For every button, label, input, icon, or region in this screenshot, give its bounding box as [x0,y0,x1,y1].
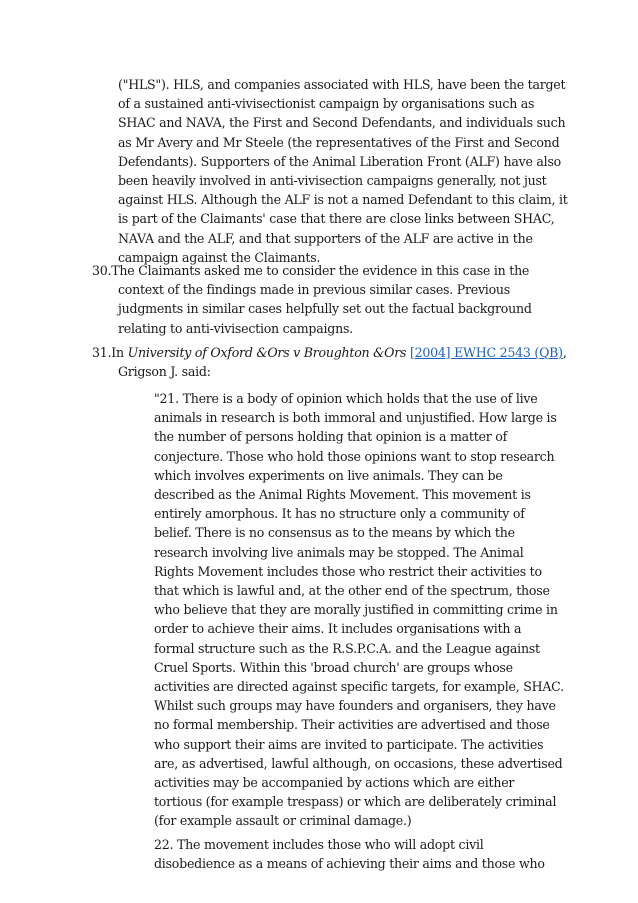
quote-line: who believe that they are morally justified in committing crime in [154,602,558,618]
quotation-paragraph-22 [154,835,574,873]
quote-line: animals in research is both immoral and unjustified. How large is [154,410,557,426]
quote-line: which involves experiments on live animals. They can be [154,467,503,483]
text-line: context of the findings made in previous similar cases. Previous [118,282,510,298]
quote-line: conjecture. Those who hold those opinions want to stop research [154,448,555,464]
text-line: is part of the Claimants' case that there are close links between SHAC, [118,211,555,227]
text-line: ("HLS"). HLS, and companies associated with HLS, have been the target [118,77,566,92]
quote-line: activities may be accompanied by actions which are either [154,775,515,791]
quote-line: Cruel Sports. Within this 'broad church' are groups whose [154,659,513,675]
quote-line: belief. There is no consensus as to the means by which the [154,525,515,541]
text-line: against HLS. Although the ALF is not a named Defendant to this claim, it [118,192,568,208]
quote-line: Rights Movement includes those who restrict their activities to [154,563,542,579]
text-line: NAVA and the ALF, and that supporters of the ALF are active in the [118,230,533,246]
text-line: as Mr Avery and Mr Steele (the representatives of the First and Second [118,134,560,150]
paragraph-31 [92,343,572,381]
citation-link[interactable]: [2004] EWHC 2543 (QB) [409,345,563,360]
text-line: relating to anti-vivisection campaigns. [118,320,353,336]
quote-line: the number of persons holding that opinion is a matter of [154,429,508,445]
quote-line: described as the Animal Rights Movement. This movement is [154,487,531,503]
paragraph-number: 31. [92,345,112,360]
quote-line: no formal membership. Their activities are advertised and those [154,717,550,733]
text-line: been heavily involved in anti-vivisection campaigns generally, not just [118,173,547,189]
quote-line: order to achieve their aims. It includes organisations with a [154,621,522,637]
text-line: of a sustained anti-vivisectionist campaign by organisations such as [118,96,535,112]
text-line: Grigson J. said: [118,364,211,380]
quote-line: are, as advertised, lawful although, on occasions, these advertised [154,755,563,771]
paragraph-text: The Claimants asked me to consider the evidence in this case in the [111,263,530,278]
case-name: University of Oxford &Ors v Broughton &Ors [127,345,407,360]
paragraph-suffix: , [562,345,567,360]
quote-line: 22. The movement includes those who will adopt civil [154,837,484,852]
text-line: judgments in similar cases helpfully set out the factual background [118,301,532,317]
quote-line: Whilst such groups may have founders and organisers, they have [154,698,556,714]
quote-line: "21. There is a body of opinion which holds that the use of live [154,391,538,406]
quote-line: tortious (for example trespass) or which are deliberately criminal [154,794,557,810]
paragraph-30 [92,261,572,338]
quote-line: entirely amorphous. It has no structure only a community of [154,506,525,522]
paragraph-first-line [92,343,572,362]
quote-line: disobedience as a means of achieving their aims and those who [154,856,545,872]
text-line: SHAC and NAVA, the First and Second Defendants, and individuals such [118,115,566,131]
quote-line: who support their aims are invited to participate. The activities [154,736,544,752]
quote-line: that which is lawful and, at the other end of the spectrum, those [154,583,550,599]
paragraph-number: 30. [92,263,112,278]
paragraph-first-line [92,261,572,280]
quote-line: (for example assault or criminal damage.) [154,813,412,829]
text-line: campaign against the Claimants. [118,249,321,265]
paragraph-prefix: In [111,345,128,360]
text-line: Defendants). Supporters of the Animal Liberation Front (ALF) have also [118,153,561,169]
continuation-paragraph [118,75,578,267]
quote-line: formal structure such as the R.S.P.C.A. and the League against [154,640,540,656]
quotation-block [154,389,574,831]
quote-line: activities are directed against specific targets, for example, SHAC. [154,679,564,695]
quote-line: research involving live animals may be stopped. The Animal [154,544,524,560]
